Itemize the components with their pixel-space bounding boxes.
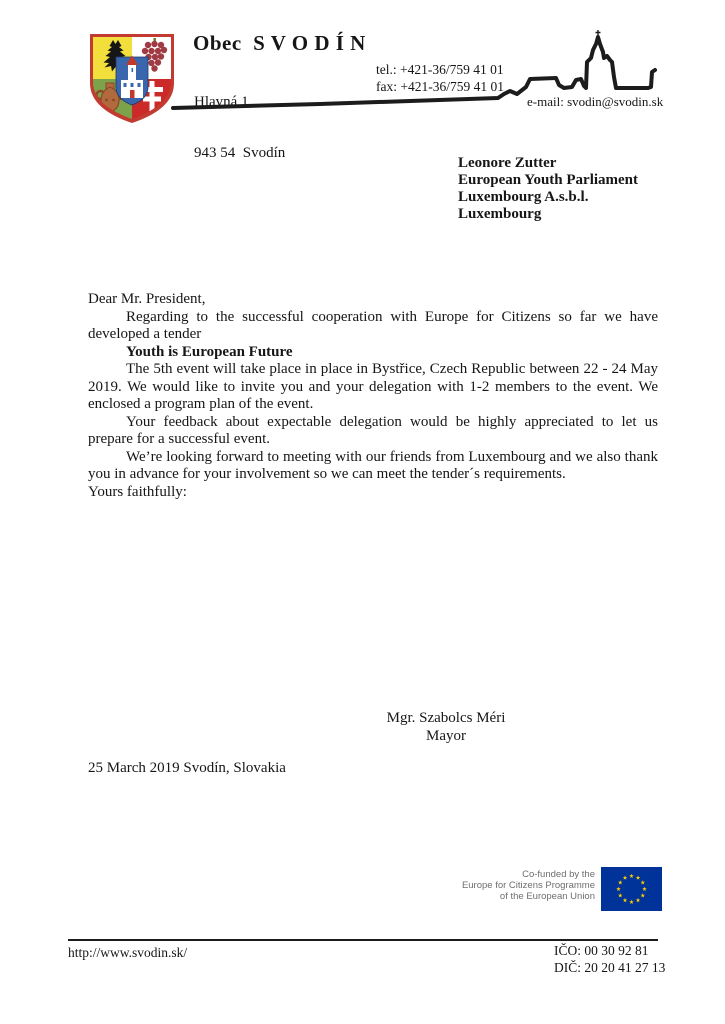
recipient-org2: Luxembourg A.s.b.l.: [458, 189, 589, 205]
recipient-org: European Youth Parliament: [458, 172, 639, 188]
org-address-line1: Hlavná 1: [194, 94, 249, 110]
org-email: e-mail: svodin@svodin.sk: [527, 94, 664, 109]
paragraph-feedback: Your feedback about expectable delegation would be highly appreciated to let us prepare for a successful event.: [88, 413, 658, 447]
eu-funding-line3: of the European Union: [499, 891, 595, 902]
recipient-name: Leonore Zutter: [458, 155, 557, 171]
eu-flag-icon: [601, 867, 662, 911]
svodin-coat-of-arms-icon: [88, 32, 176, 126]
closing: Yours faithfully:: [88, 483, 187, 500]
eu-funding-line2: Europe for Citizens Programme: [461, 880, 595, 891]
signature-title: Mayor: [426, 727, 466, 744]
org-address-line2: 943 54 Svodín: [194, 145, 286, 161]
signature-name: Mgr. Szabolcs Méri: [386, 710, 506, 726]
paragraph-intro: Regarding to the successful cooperation with Europe for Citizens so far we have developed a tender: [88, 308, 658, 342]
org-name: Obec S V O D Í N: [193, 31, 366, 55]
org-tel: tel.: +421-36/759 41 01: [376, 62, 504, 77]
paragraph-thanks: We’re looking forward to meeting with our friends from Luxembourg and we also thank you in advance for your involvement so we can meet the tender´s requirements.: [88, 448, 658, 482]
tender-title: Youth is European Future: [126, 343, 293, 360]
salutation: Dear Mr. President,: [88, 291, 206, 307]
footer-divider: [68, 939, 658, 941]
signature-block: [360, 710, 532, 745]
recipient-address: [458, 155, 638, 223]
date-place-line: 25 March 2019 Svodín, Slovakia: [88, 760, 286, 776]
eu-funding-line1: Co-funded by the: [522, 869, 595, 880]
footer-website: http://www.svodin.sk/: [68, 945, 188, 960]
footer-ico: IČO: 00 30 92 81: [554, 943, 649, 958]
recipient-country: Luxembourg: [458, 206, 542, 222]
eu-funding-text: [420, 869, 595, 902]
org-fax: fax: +421-36/759 41 01: [376, 79, 504, 94]
letter-body: [88, 291, 658, 501]
paragraph-event: The 5th event will take place in place in Bystřice, Czech Republic between 22 - 24 May 2019. We would like to invite you and your delegation with 1-2 members to the event. We enclosed a program plan of the event.: [88, 361, 658, 412]
footer-dic: DIČ: 20 20 41 27 13: [554, 960, 666, 975]
footer-registration-ids: [554, 942, 665, 976]
